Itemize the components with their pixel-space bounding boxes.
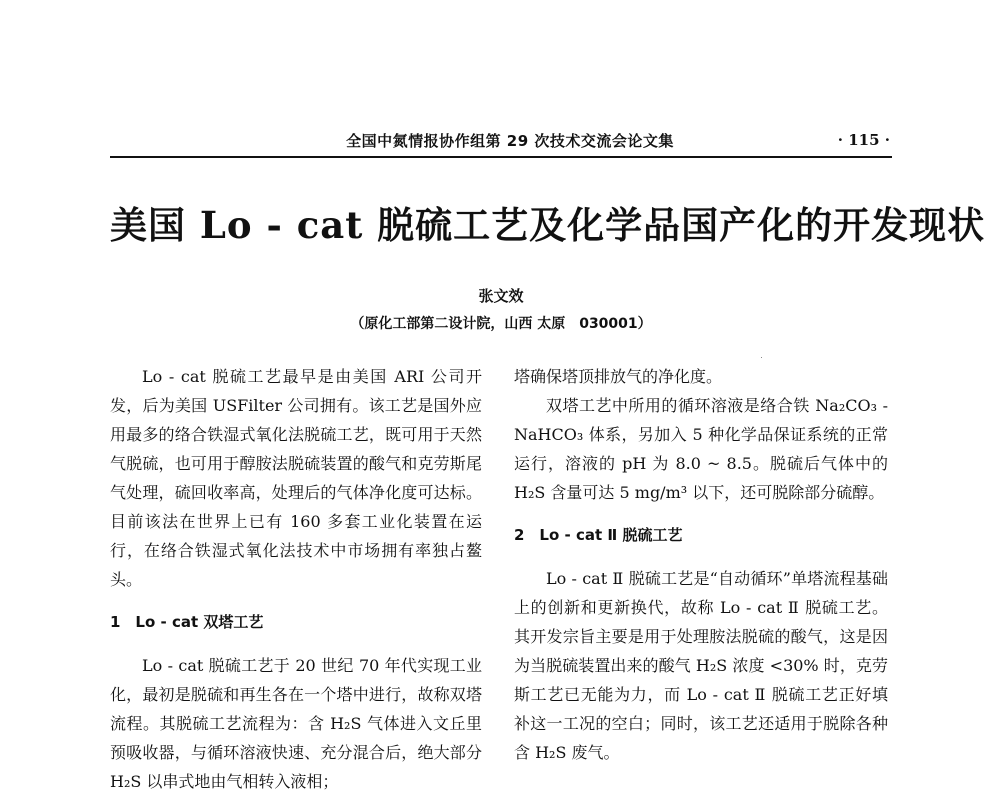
scan-speck (761, 357, 762, 358)
header-rule (110, 156, 892, 158)
section-2-heading: 2 Lo - cat Ⅱ 脱硫工艺 (514, 526, 683, 544)
solution-paragraph: 双塔工艺中所用的循环溶液是络合铁 Na₂CO₃ - NaHCO₃ 体系，另加入 5 种化学品保证系统的正常运行，溶液的 pH 为 8.0 ~ 8.5。脱硫后气体中的 H₂S 含量可达 5 mg/m³ 以下，还可脱除部分硫醇。 (514, 396, 888, 502)
section-1-heading: 1 Lo - cat 双塔工艺 (110, 613, 264, 631)
section-2-paragraph: Lo - cat Ⅱ 脱硫工艺是“自动循环”单塔流程基础上的创新和更新换代，故称 Lo - cat Ⅱ 脱硫工艺。其开发宗旨主要是用于处理胺法脱硫的酸气，这是因为当脱硫装置出来的酸气 H₂S 浓度 <30% 时，克劳斯工艺已无能为力，而 Lo - cat Ⅱ 脱硫工艺正好填补这一工况的空白；同时，该工艺还适用于脱除各种含 H₂S 废气。 (514, 569, 888, 762)
page-number: · 115 · (837, 131, 890, 149)
right-column (514, 362, 888, 767)
running-header: 全国中氮情报协作组第 29 次技术交流会论文集 (346, 132, 674, 150)
author-affiliation: （原化工部第二设计院，山西 太原 030001） (350, 316, 652, 332)
continued-paragraph: 塔确保塔顶排放气的净化度。 (514, 367, 723, 386)
article-title: 美国 Lo - cat 脱硫工艺及化学品国产化的开发现状 (110, 203, 986, 247)
left-column (110, 362, 482, 796)
intro-paragraph: Lo - cat 脱硫工艺最早是由美国 ARI 公司开发，后为美国 USFilter 公司拥有。该工艺是国外应用最多的络合铁湿式氧化法脱硫工艺，既可用于天然气脱硫，也可用于醇胺法脱硫装置的酸气和克劳斯尾气处理，硫回收率高，处理后的气体净化度可达标。目前该法在世界上已有 160 多套工业化装置在运行，在络合铁湿式氧化法技术中市场拥有率独占鳌头。 (110, 367, 482, 589)
section-1-paragraph: Lo - cat 脱硫工艺于 20 世纪 70 年代实现工业化，最初是脱硫和再生各在一个塔中进行，故称双塔流程。其脱硫工艺流程为：含 H₂S 气体进入文丘里预吸收器，与循环溶液快速、充分混合后，绝大部分 H₂S 以串式地由气相转入液相； (110, 656, 482, 791)
author-name: 张文效 (478, 287, 524, 305)
